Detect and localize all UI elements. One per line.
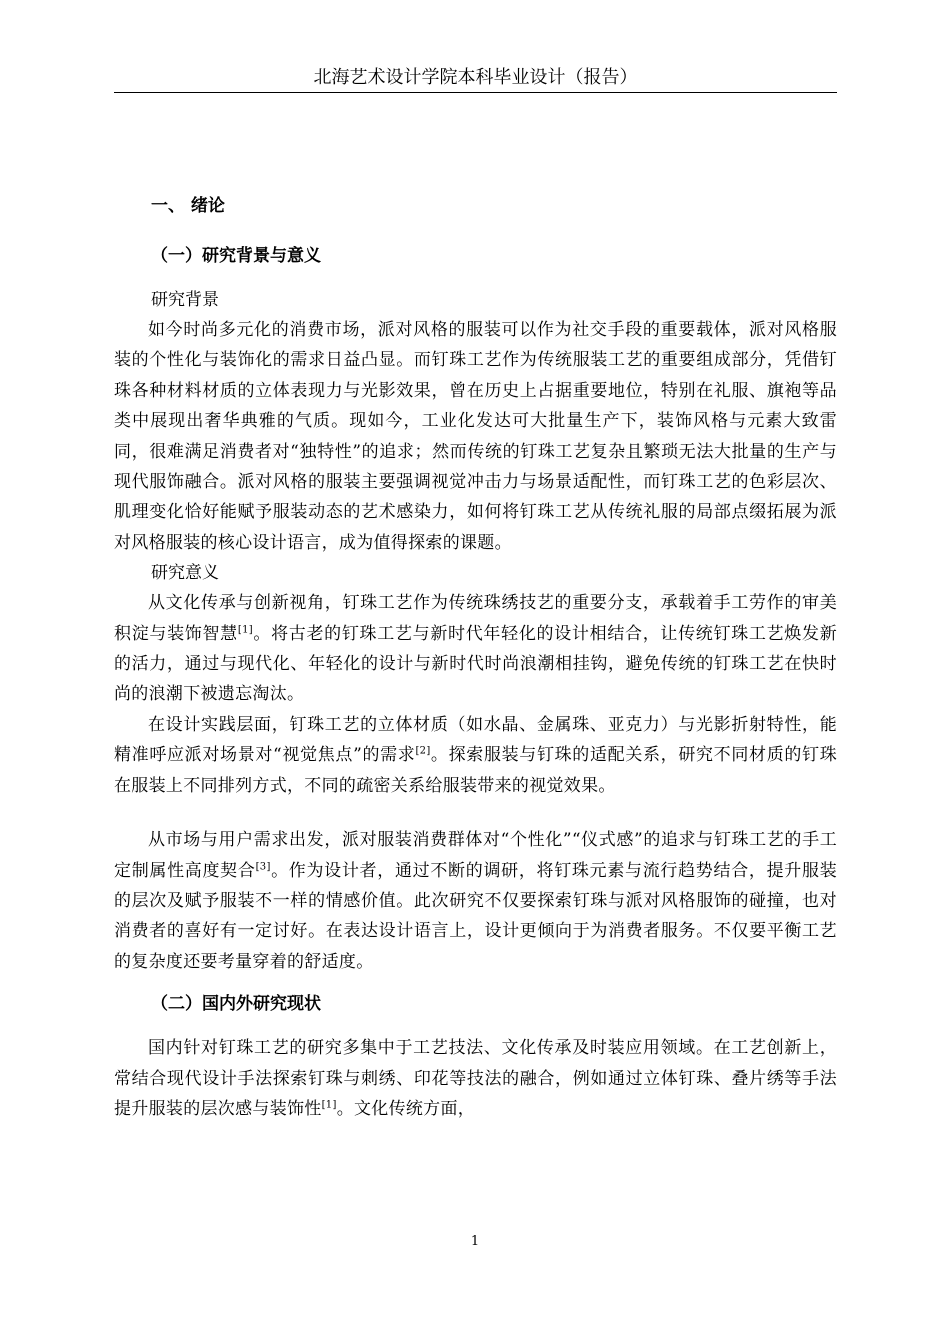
citation-ref: [1] xyxy=(237,624,253,635)
subheading-background: 研究背景 xyxy=(151,290,219,310)
chapter-heading: 一、 绪论 xyxy=(151,196,225,216)
section-heading-background: （一）研究背景与意义 xyxy=(151,246,321,266)
paragraph-significance-1: 从文化传承与创新视角，钉珠工艺作为传统珠绣技艺的重要分支，承载着手工劳作的审美积淀与装饰智慧[1]。将古老的钉珠工艺与新时代年轻化的设计相结合，让传统钉珠工艺焕发新的活力，通过与现代化、年轻化的设计与新时代时尚浪潮相挂钩，避免传统的钉珠工艺在快时尚的浪潮下被遗忘淘汰。 xyxy=(114,593,837,705)
subheading-significance: 研究意义 xyxy=(151,563,219,584)
paragraph-status-1: 国内针对钉珠工艺的研究多集中于工艺技法、文化传承及时装应用领域。在工艺创新上，常结合现代设计手法探索钉珠与刺绣、印花等技法的融合，例如通过立体钉珠、叠片绣等手法提升服装的层次感与装饰性[1]。文化传统方面， xyxy=(114,1038,837,1119)
page-header: 北海艺术设计学院本科毕业设计（报告） xyxy=(114,66,837,93)
paragraph-significance-2: 在设计实践层面，钉珠工艺的立体材质（如水晶、金属珠、亚克力）与光影折射特性，能精准呼应派对场景对“视觉焦点”的需求[2]。探索服装与钉珠的适配关系，研究不同材质的钉珠在服装上不同排列方式，不同的疏密关系给服装带来的视觉效果。 xyxy=(114,714,838,796)
section-heading-status: （二）国内外研究现状 xyxy=(151,994,321,1015)
paragraph-significance-3: 从市场与用户需求出发，派对服装消费群体对“个性化”“仪式感”的追求与钉珠工艺的手工定制属性高度契合[3]。作为设计者，通过不断的调研，将钉珠元素与流行趋势结合，提升服装的层次及赋予服装不一样的情感价值。此次研究不仅要探索钉珠与派对风格服饰的碰撞，也对消费者的喜好有一定讨好。在表达设计语言上，设计更倾向于为消费者服务。不仅要平衡工艺的复杂度还要考量穿着的舒适度。 xyxy=(114,830,837,972)
document-body xyxy=(114,189,837,1124)
citation-ref: [2] xyxy=(415,745,431,757)
paragraph-background: 如今时尚多元化的消费市场，派对风格的服装可以作为社交手段的重要载体，派对风格服装的个性化与装饰化的需求日益凸显。而钉珠工艺作为传统服装工艺的重要组成部分，凭借钉珠各种材料材质的立体表现力与光影效果，曾在历史上占据重要地位，特别在礼服、旗袍等品类中展现出奢华典雅的气质。现如今，工业化发达可大批量生产下，装饰风格与元素大致雷同，很难满足消费者对“独特性”的追求；然而传统的钉珠工艺复杂且繁琐无法大批量的生产与现代服饰融合。派对风格的服装主要强调视觉冲击力与场景适配性，而钉珠工艺的色彩层次、肌理变化恰好能赋予服装动态的艺术感染力，如何将钉珠工艺从传统礼服的局部点缀拓展为派对风格服装的核心设计语言，成为值得探索的课题。 xyxy=(114,320,837,553)
page-number: 1 xyxy=(470,1234,480,1249)
citation-ref: [1] xyxy=(321,1099,337,1111)
citation-ref: [3] xyxy=(255,860,271,872)
